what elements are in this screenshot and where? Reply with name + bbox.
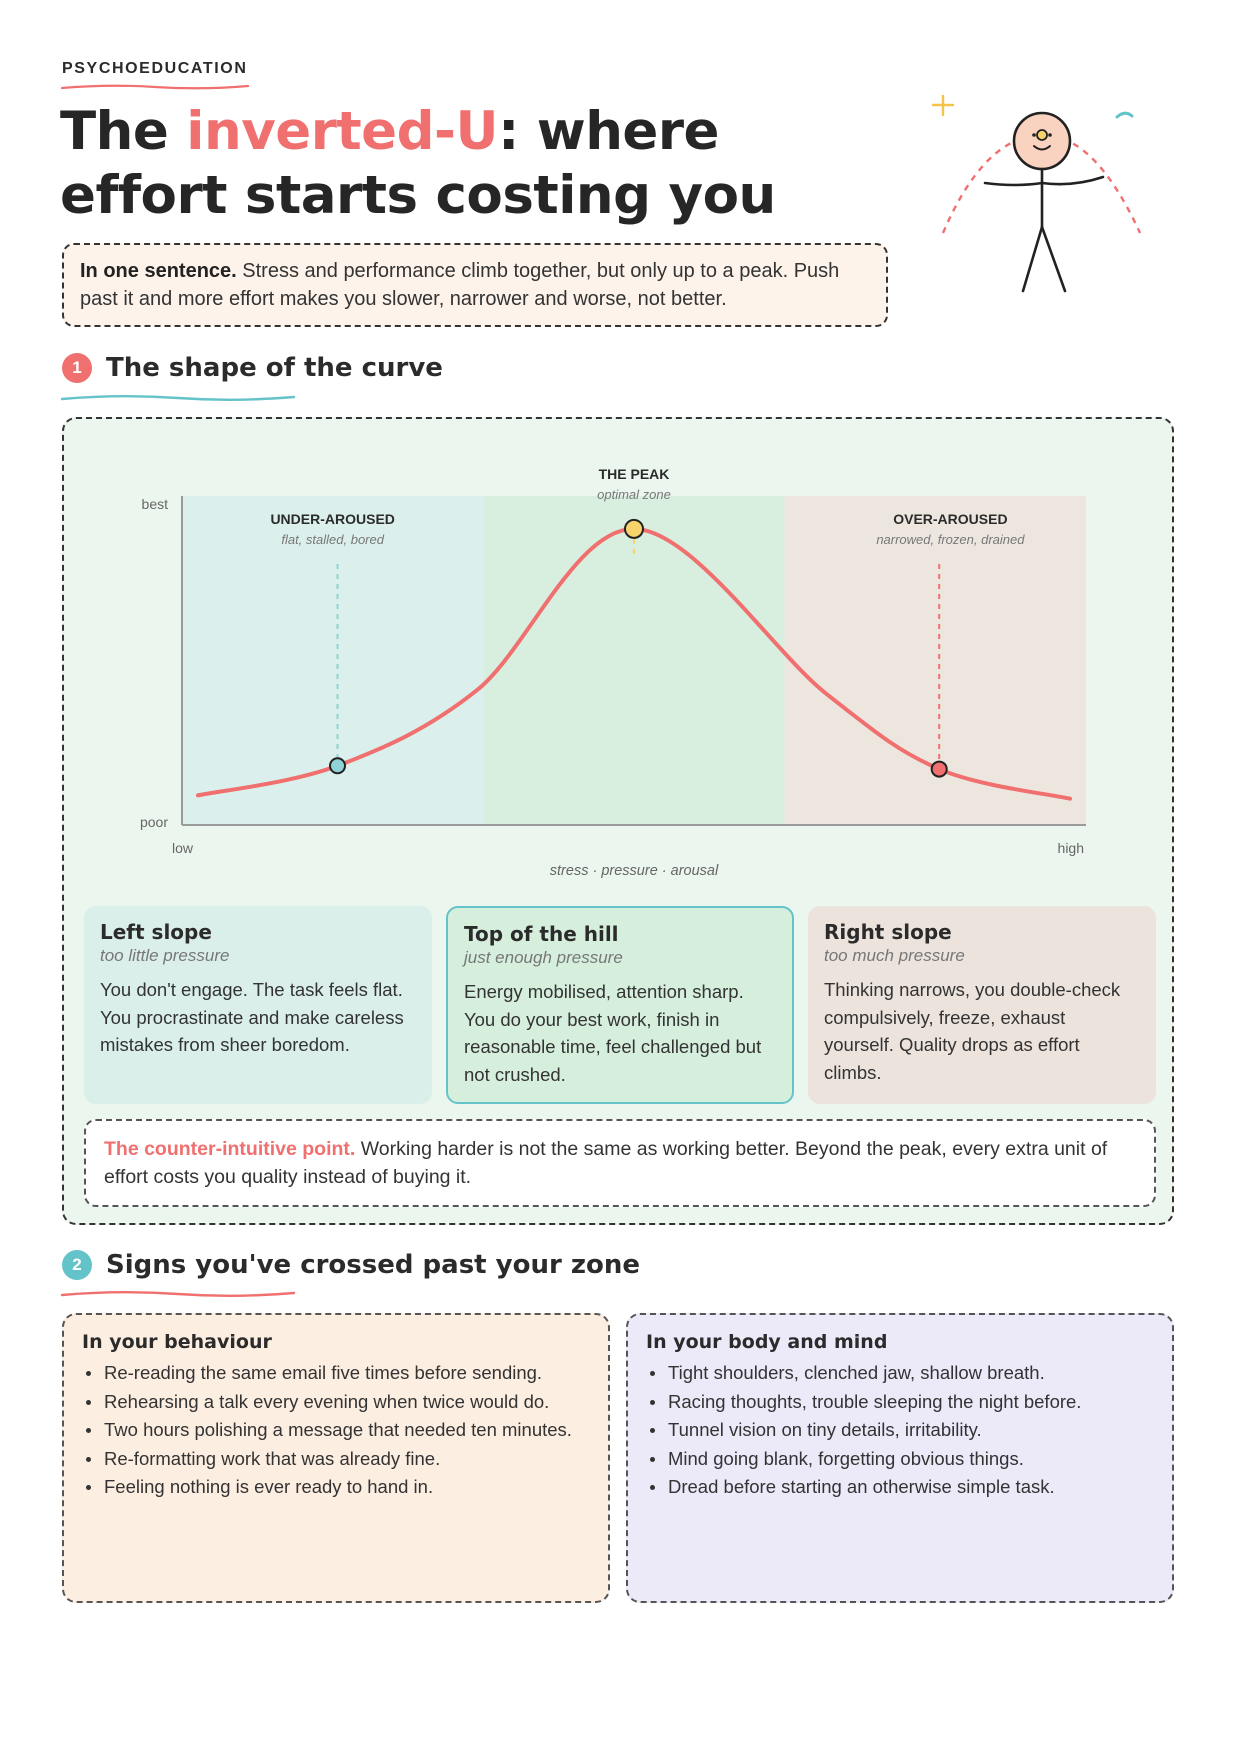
signs-box-title: In your body and mind	[646, 1331, 888, 1353]
stick-figure-illustration	[925, 95, 1150, 305]
zone-label: UNDER-AROUSED	[270, 511, 395, 527]
curve-marker-under	[330, 758, 345, 773]
counter-intuitive-callout	[84, 1119, 1156, 1207]
card-subtitle: too little pressure	[100, 946, 230, 965]
page-title	[60, 100, 880, 228]
curve-panel	[62, 417, 1174, 1225]
zone-label: OVER-AROUSED	[893, 511, 1008, 527]
section-1-heading	[62, 353, 443, 383]
section-2-number-badge: 2	[62, 1250, 92, 1280]
card-subtitle: just enough pressure	[464, 948, 623, 967]
list-item: Two hours polishing a message that needed ten minutes.	[82, 1416, 590, 1445]
list-item: Dread before starting an otherwise simple task.	[646, 1473, 1154, 1502]
summary-text: Stress and performance climb together, but only up to a peak. Push past it and more effort makes you slower, narrower and worse, not better.	[80, 260, 840, 310]
section-1-underline	[60, 392, 296, 404]
section-2-heading	[62, 1250, 640, 1280]
card-title: Top of the hill	[464, 922, 619, 946]
teal-dash-icon	[1117, 113, 1132, 117]
list-item: Racing thoughts, trouble sleeping the night before.	[646, 1388, 1154, 1417]
curve-marker-over	[932, 762, 947, 777]
list-item: Tight shoulders, clenched jaw, shallow breath.	[646, 1359, 1154, 1388]
summary-box	[62, 243, 888, 327]
zone-sublabel: optimal zone	[597, 487, 671, 502]
list-item: Mind going blank, forgetting obvious things.	[646, 1445, 1154, 1474]
card-title: Left slope	[100, 920, 212, 944]
title-accent: inverted-U	[186, 101, 499, 162]
curve-marker-peak	[625, 520, 643, 538]
kicker-label: PSYCHOEDUCATION	[62, 60, 248, 77]
list-item: Re-formatting work that was already fine.	[82, 1445, 590, 1474]
figure-head	[1014, 113, 1070, 169]
callout-lead: The counter-intuitive point.	[104, 1138, 356, 1160]
card-body: You don't engage. The task feels flat. You procrastinate and make careless mistakes from sheer boredom.	[100, 979, 404, 1055]
section-2-underline	[60, 1288, 296, 1300]
card-title: Right slope	[824, 920, 952, 944]
x-axis-min-label: low	[172, 840, 194, 856]
section-2-title: Signs you've crossed past your zone	[106, 1250, 640, 1280]
signs-list	[82, 1359, 590, 1502]
section-1-title: The shape of the curve	[106, 353, 443, 383]
signs-body-mind-box	[626, 1313, 1174, 1603]
zone-band-1	[483, 496, 784, 825]
card-top-of-hill	[446, 906, 794, 1104]
zone-label: THE PEAK	[598, 466, 670, 482]
sparkle-icon	[933, 95, 953, 115]
y-axis-max-label: best	[141, 496, 168, 512]
list-item: Feeling nothing is ever ready to hand in.	[82, 1473, 590, 1502]
signs-behaviour-box	[62, 1313, 610, 1603]
card-left-slope	[84, 906, 432, 1104]
summary-lead: In one sentence.	[80, 260, 237, 282]
list-item: Re-reading the same email five times before sending.	[82, 1359, 590, 1388]
zone-sublabel: flat, stalled, bored	[281, 532, 384, 547]
title-part-2: : where effort starts costing you	[60, 101, 776, 226]
card-right-slope	[808, 906, 1156, 1104]
list-item: Tunnel vision on tiny details, irritability.	[646, 1416, 1154, 1445]
card-body: Energy mobilised, attention sharp. You do your best work, finish in reasonable time, feel challenged but not crushed.	[464, 981, 762, 1085]
callout-text: Working harder is not the same as working better. Beyond the peak, every extra unit of effort costs you quality instead of buying it.	[104, 1138, 1108, 1188]
figure-eye-icon	[1037, 130, 1047, 140]
zone-sublabel: narrowed, frozen, drained	[876, 532, 1025, 547]
section-1-number-badge: 1	[62, 353, 92, 383]
signs-list	[646, 1359, 1154, 1502]
signs-box-title: In your behaviour	[82, 1331, 272, 1353]
x-axis-title: stress · pressure · arousal	[549, 863, 719, 879]
list-item: Rehearsing a talk every evening when twice would do.	[82, 1388, 590, 1417]
title-part-1: The	[60, 101, 187, 162]
inverted-u-chart	[64, 419, 1176, 889]
card-body: Thinking narrows, you double-check compulsively, freeze, exhaust yourself. Quality drops as effort climbs.	[824, 979, 1121, 1083]
card-subtitle: too much pressure	[824, 946, 965, 965]
x-axis-max-label: high	[1057, 840, 1084, 856]
y-axis-min-label: poor	[139, 814, 168, 830]
kicker-underline	[60, 82, 250, 92]
